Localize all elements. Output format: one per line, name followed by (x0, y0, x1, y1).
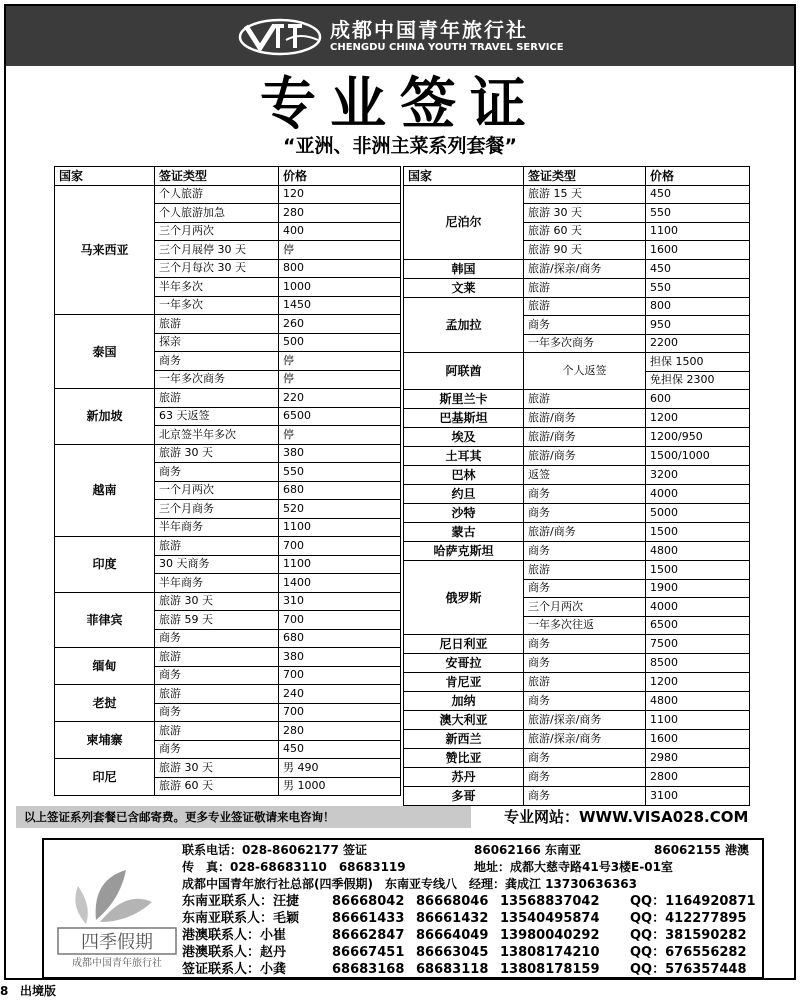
visa-type-cell: 一年多次往返 (524, 616, 646, 635)
price-cell: 男 1000 (279, 777, 401, 796)
country-cell: 缅甸 (55, 648, 155, 685)
country-cell: 哈萨克斯坦 (404, 542, 524, 561)
country-cell: 老挝 (55, 685, 155, 722)
visa-type-cell: 旅游/探亲/商务 (524, 259, 646, 278)
price-cell: 2200 (646, 334, 750, 353)
price-cell: 550 (279, 463, 401, 482)
contact-field: 86662847 (332, 928, 405, 943)
visa-type-cell: 三个月商务 (155, 500, 279, 519)
country-cell: 印尼 (55, 759, 155, 796)
table-row (55, 722, 401, 741)
price-cell: 800 (646, 297, 750, 316)
country-cell: 澳大利亚 (404, 711, 524, 730)
visa-type-cell: 旅游 59 天 (155, 611, 279, 630)
table-row (404, 542, 750, 561)
price-cell: 220 (279, 389, 401, 408)
price-cell: 3200 (646, 466, 750, 485)
visa-type-cell: 个人旅游 (155, 185, 279, 204)
price-cell: 550 (646, 278, 750, 297)
contact-field: 地址：成都大慈寺路41号3楼E-01室 (474, 860, 673, 874)
price-cell: 380 (279, 648, 401, 667)
price-cell: 1200 (646, 409, 750, 428)
contact-box (42, 838, 764, 979)
price-cell: 1900 (646, 579, 750, 598)
price-cell: 280 (279, 722, 401, 741)
contact-row (182, 893, 762, 910)
country-cell: 蒙古 (404, 523, 524, 542)
table-row (404, 353, 750, 372)
visa-type-cell: 旅游 60 天 (155, 777, 279, 796)
price-cell: 950 (646, 316, 750, 335)
visa-type-cell: 旅游/商务 (524, 409, 646, 428)
country-cell: 越南 (55, 444, 155, 537)
price-cell: 1500 (646, 523, 750, 542)
four-seasons-logo (56, 850, 178, 970)
contact-list (182, 842, 762, 978)
contact-field: 联系电话：028-86062177 签证 (182, 843, 368, 857)
price-cell: 6500 (646, 616, 750, 635)
contact-row (182, 910, 762, 927)
visa-type-cell: 商务 (524, 504, 646, 523)
contact-field: 13808178159 (500, 962, 600, 977)
price-cell: 700 (279, 537, 401, 556)
visa-type-cell: 一个月两次 (155, 481, 279, 500)
price-cell: 3100 (646, 787, 750, 806)
visa-type-cell: 商务 (524, 635, 646, 654)
country-cell: 巴林 (404, 466, 524, 485)
visa-type-cell: 商务 (524, 654, 646, 673)
visa-type-cell: 一年多次商务 (155, 370, 279, 389)
visa-type-cell: 旅游 30 天 (155, 592, 279, 611)
country-cell: 泰国 (55, 315, 155, 389)
visa-type-cell: 旅游 60 天 (524, 222, 646, 241)
price-cell: 2800 (646, 768, 750, 787)
price-cell: 6500 (279, 407, 401, 426)
price-cell: 400 (279, 222, 401, 241)
visa-type-cell: 商务 (155, 352, 279, 371)
visa-type-cell: 旅游 (155, 537, 279, 556)
table-row (404, 561, 750, 580)
table-row (404, 692, 750, 711)
contact-field: 港澳联系人：小崔 (182, 928, 287, 943)
country-cell: 苏丹 (404, 768, 524, 787)
price-cell: 1200/950 (646, 428, 750, 447)
brand-logo-text: 四季假期 (81, 932, 153, 953)
contact-field: 86664049 (416, 928, 489, 943)
price-cell: 1500 (646, 561, 750, 580)
table-row (55, 444, 401, 463)
cyts-logo-icon (238, 18, 322, 56)
contact-field: QQ：412277895 (630, 911, 747, 926)
visa-type-cell: 三个月展停 30 天 (155, 241, 279, 260)
price-cell: 700 (279, 703, 401, 722)
country-cell: 埃及 (404, 428, 524, 447)
country-cell: 沙特 (404, 504, 524, 523)
visa-type-cell: 返签 (524, 466, 646, 485)
table-row (404, 409, 750, 428)
visa-type-cell: 商务 (524, 316, 646, 335)
table-row (404, 787, 750, 806)
price-cell: 700 (279, 666, 401, 685)
visa-type-cell: 旅游 (155, 685, 279, 704)
visa-type-cell: 商务 (524, 485, 646, 504)
visa-type-cell: 商务 (524, 768, 646, 787)
visa-type-cell: 旅游 (524, 297, 646, 316)
price-cell: 免担保 2300 (646, 371, 750, 390)
visa-type-cell: 商务 (155, 740, 279, 759)
visa-type-cell: 个人旅游加急 (155, 204, 279, 223)
country-cell: 尼日利亚 (404, 635, 524, 654)
notice-banner: 以上签证系列套餐已含邮寄费。更多专业签证敬请来电咨询！ (16, 806, 471, 828)
contact-field: QQ：676556282 (630, 945, 747, 960)
table-row (404, 485, 750, 504)
price-cell: 1450 (279, 296, 401, 315)
price-cell: 240 (279, 685, 401, 704)
price-cell: 380 (279, 444, 401, 463)
visa-type-cell: 旅游/商务 (524, 447, 646, 466)
company-name-cn: 成都中国青年旅行社 (330, 18, 528, 42)
price-cell: 310 (279, 592, 401, 611)
price-cell: 担保 1500 (646, 353, 750, 372)
section-name: 出境版 (20, 984, 57, 998)
table-row (404, 185, 750, 204)
header-visa-type: 签证类型 (155, 167, 279, 186)
contact-field: 86661432 (416, 911, 489, 926)
country-cell: 新加坡 (55, 389, 155, 445)
price-cell: 2980 (646, 749, 750, 768)
visa-type-cell: 旅游 (155, 722, 279, 741)
country-cell: 多哥 (404, 787, 524, 806)
contact-row (182, 961, 762, 978)
visa-type-cell: 商务 (155, 629, 279, 648)
visa-type-cell: 旅游 15 天 (524, 185, 646, 204)
visa-type-cell: 旅游 30 天 (155, 759, 279, 778)
price-cell: 700 (279, 611, 401, 630)
header-price: 价格 (279, 167, 401, 186)
contact-field: QQ：1164920871 (630, 894, 756, 909)
price-cell: 600 (646, 390, 750, 409)
contact-row (182, 859, 762, 876)
visa-type-cell: 三个月两次 (155, 222, 279, 241)
contact-field: 港澳联系人：赵丹 (182, 945, 287, 960)
table-row (55, 685, 401, 704)
table-row (404, 635, 750, 654)
visa-type-cell: 半年商务 (155, 574, 279, 593)
contact-field: 13540495874 (500, 911, 600, 926)
price-cell: 4800 (646, 692, 750, 711)
contact-field: 签证联系人：小龚 (182, 962, 287, 977)
price-cell: 1100 (279, 555, 401, 574)
table-row (404, 711, 750, 730)
country-cell: 尼泊尔 (404, 185, 524, 259)
contact-field: 86661433 (332, 911, 405, 926)
contact-field: QQ：381590282 (630, 928, 747, 943)
contact-row (182, 927, 762, 944)
table-row (55, 648, 401, 667)
leaf-icon (75, 886, 87, 924)
country-cell: 加纳 (404, 692, 524, 711)
country-cell: 斯里兰卡 (404, 390, 524, 409)
contact-field: 86667451 (332, 945, 405, 960)
contact-field: 86668046 (416, 894, 489, 909)
visa-type-cell: 旅游 90 天 (524, 241, 646, 260)
country-cell: 巴基斯坦 (404, 409, 524, 428)
price-cell: 280 (279, 204, 401, 223)
visa-price-table-left (54, 166, 401, 796)
header-country: 国家 (55, 167, 155, 186)
price-cell: 5000 (646, 504, 750, 523)
contact-field: 68683118 (416, 962, 489, 977)
price-cell: 男 490 (279, 759, 401, 778)
visa-type-cell: 商务 (524, 579, 646, 598)
price-cell: 550 (646, 204, 750, 223)
visa-type-cell: 商务 (524, 692, 646, 711)
contact-row (182, 842, 762, 859)
table-header-row (55, 167, 401, 186)
visa-type-cell: 商务 (524, 787, 646, 806)
price-cell: 4800 (646, 542, 750, 561)
visa-type-cell: 旅游 (155, 315, 279, 334)
company-name-en: CHENGDU CHINA YOUTH TRAVEL SERVICE (330, 42, 564, 53)
price-cell: 1600 (646, 730, 750, 749)
contact-field: 13808174210 (500, 945, 600, 960)
price-cell: 7500 (646, 635, 750, 654)
table-row (404, 730, 750, 749)
table-row (404, 654, 750, 673)
price-cell: 停 (279, 241, 401, 260)
price-cell: 8500 (646, 654, 750, 673)
contact-row (182, 944, 762, 961)
visa-type-cell: 旅游 (155, 648, 279, 667)
visa-type-cell: 探亲 (155, 333, 279, 352)
contact-field: 成都中国青年旅行社总部(四季假期) 东南亚专线八 经理：龚成江 13730636363 (182, 877, 637, 891)
price-cell: 4000 (646, 485, 750, 504)
visa-type-cell: 旅游 (524, 673, 646, 692)
price-cell: 450 (279, 740, 401, 759)
contact-field: QQ：576357448 (630, 962, 747, 977)
header-country: 国家 (404, 167, 524, 186)
contact-field: 86062155 港澳 (654, 843, 749, 857)
table-row (404, 749, 750, 768)
table-row (55, 537, 401, 556)
table-row (404, 466, 750, 485)
table-row (55, 592, 401, 611)
visa-type-cell: 北京签半年多次 (155, 426, 279, 445)
table-row (55, 185, 401, 204)
price-cell: 停 (279, 370, 401, 389)
price-cell: 450 (646, 259, 750, 278)
country-cell: 文莱 (404, 278, 524, 297)
visa-type-cell: 旅游 (524, 278, 646, 297)
price-cell: 4000 (646, 598, 750, 617)
table-row (404, 504, 750, 523)
contact-field: 东南亚联系人：汪捷 (182, 894, 300, 909)
country-cell: 柬埔寨 (55, 722, 155, 759)
contact-field: 东南亚联系人：毛颖 (182, 911, 300, 926)
visa-price-table-right (403, 166, 750, 806)
country-cell: 土耳其 (404, 447, 524, 466)
table-row (404, 390, 750, 409)
price-cell: 500 (279, 333, 401, 352)
visa-type-cell: 一年多次商务 (524, 334, 646, 353)
visa-type-cell: 商务 (155, 666, 279, 685)
country-cell: 印度 (55, 537, 155, 593)
visa-type-cell: 30 天商务 (155, 555, 279, 574)
visa-type-cell: 旅游 (524, 561, 646, 580)
price-cell: 1400 (279, 574, 401, 593)
country-cell: 孟加拉 (404, 297, 524, 353)
visa-type-cell: 半年多次 (155, 278, 279, 297)
price-cell: 1000 (279, 278, 401, 297)
table-row (404, 428, 750, 447)
country-cell: 阿联酋 (404, 353, 524, 390)
table-row (55, 315, 401, 334)
country-cell: 马来西亚 (55, 185, 155, 315)
visa-type-cell: 三个月每次 30 天 (155, 259, 279, 278)
visa-type-cell: 旅游 30 天 (524, 204, 646, 223)
visa-type-cell: 商务 (155, 703, 279, 722)
visa-type-cell: 一年多次 (155, 296, 279, 315)
price-cell: 260 (279, 315, 401, 334)
table-row (55, 389, 401, 408)
table-header-row (404, 167, 750, 186)
page-subtitle: “亚洲、非洲主菜系列套餐” (283, 135, 517, 157)
price-cell: 120 (279, 185, 401, 204)
visa-type-cell: 旅游 (524, 390, 646, 409)
country-cell: 新西兰 (404, 730, 524, 749)
country-cell: 安哥拉 (404, 654, 524, 673)
header-price: 价格 (646, 167, 750, 186)
contact-field: 86062166 东南亚 (474, 843, 581, 857)
brand-logo-subtext: 成都中国青年旅行社 (72, 958, 162, 969)
country-cell: 肯尼亚 (404, 673, 524, 692)
table-row (404, 259, 750, 278)
visa-type-cell: 旅游 30 天 (155, 444, 279, 463)
table-row (404, 297, 750, 316)
price-cell: 680 (279, 481, 401, 500)
contact-field: 13980040292 (500, 928, 600, 943)
country-cell: 赞比亚 (404, 749, 524, 768)
visa-type-cell: 三个月两次 (524, 598, 646, 617)
country-cell: 韩国 (404, 259, 524, 278)
visa-type-cell: 63 天返签 (155, 407, 279, 426)
contact-field: 86668042 (332, 894, 405, 909)
visa-type-cell: 旅游/探亲/商务 (524, 711, 646, 730)
price-cell: 1500/1000 (646, 447, 750, 466)
website-link[interactable]: 专业网站：WWW.VISA028.COM (504, 808, 749, 826)
table-row (404, 523, 750, 542)
contact-field: 13568837042 (500, 894, 600, 909)
price-cell: 1100 (646, 711, 750, 730)
country-cell: 约旦 (404, 485, 524, 504)
table-row (404, 673, 750, 692)
contact-field: 68683168 (332, 962, 405, 977)
visa-type-cell: 旅游/探亲/商务 (524, 730, 646, 749)
price-cell: 1100 (646, 222, 750, 241)
contact-field: 传 真：028-68683110 68683119 (182, 860, 406, 874)
header-visa-type: 签证类型 (524, 167, 646, 186)
visa-type-cell: 商务 (155, 463, 279, 482)
page-number: 8 (0, 984, 9, 998)
contact-row (182, 876, 762, 893)
price-cell: 520 (279, 500, 401, 519)
price-cell: 680 (279, 629, 401, 648)
price-cell: 1600 (646, 241, 750, 260)
table-row (404, 768, 750, 787)
visa-type-cell: 旅游/商务 (524, 523, 646, 542)
price-cell: 1200 (646, 673, 750, 692)
price-cell: 800 (279, 259, 401, 278)
price-cell: 450 (646, 185, 750, 204)
header-bar (6, 6, 794, 66)
contact-field: 86663045 (416, 945, 489, 960)
visa-type-cell: 商务 (524, 542, 646, 561)
visa-type-cell: 个人返签 (524, 353, 646, 390)
table-row (404, 447, 750, 466)
price-cell: 1100 (279, 518, 401, 537)
table-row (55, 759, 401, 778)
table-row (404, 278, 750, 297)
visa-type-cell: 半年商务 (155, 518, 279, 537)
visa-type-cell: 商务 (524, 749, 646, 768)
country-cell: 菲律宾 (55, 592, 155, 648)
price-cell: 停 (279, 426, 401, 445)
page-title: 专业签证 (260, 71, 540, 137)
country-cell: 俄罗斯 (404, 561, 524, 635)
page-sheet (4, 4, 796, 980)
visa-type-cell: 旅游/商务 (524, 428, 646, 447)
visa-type-cell: 旅游 (155, 389, 279, 408)
price-cell: 停 (279, 352, 401, 371)
